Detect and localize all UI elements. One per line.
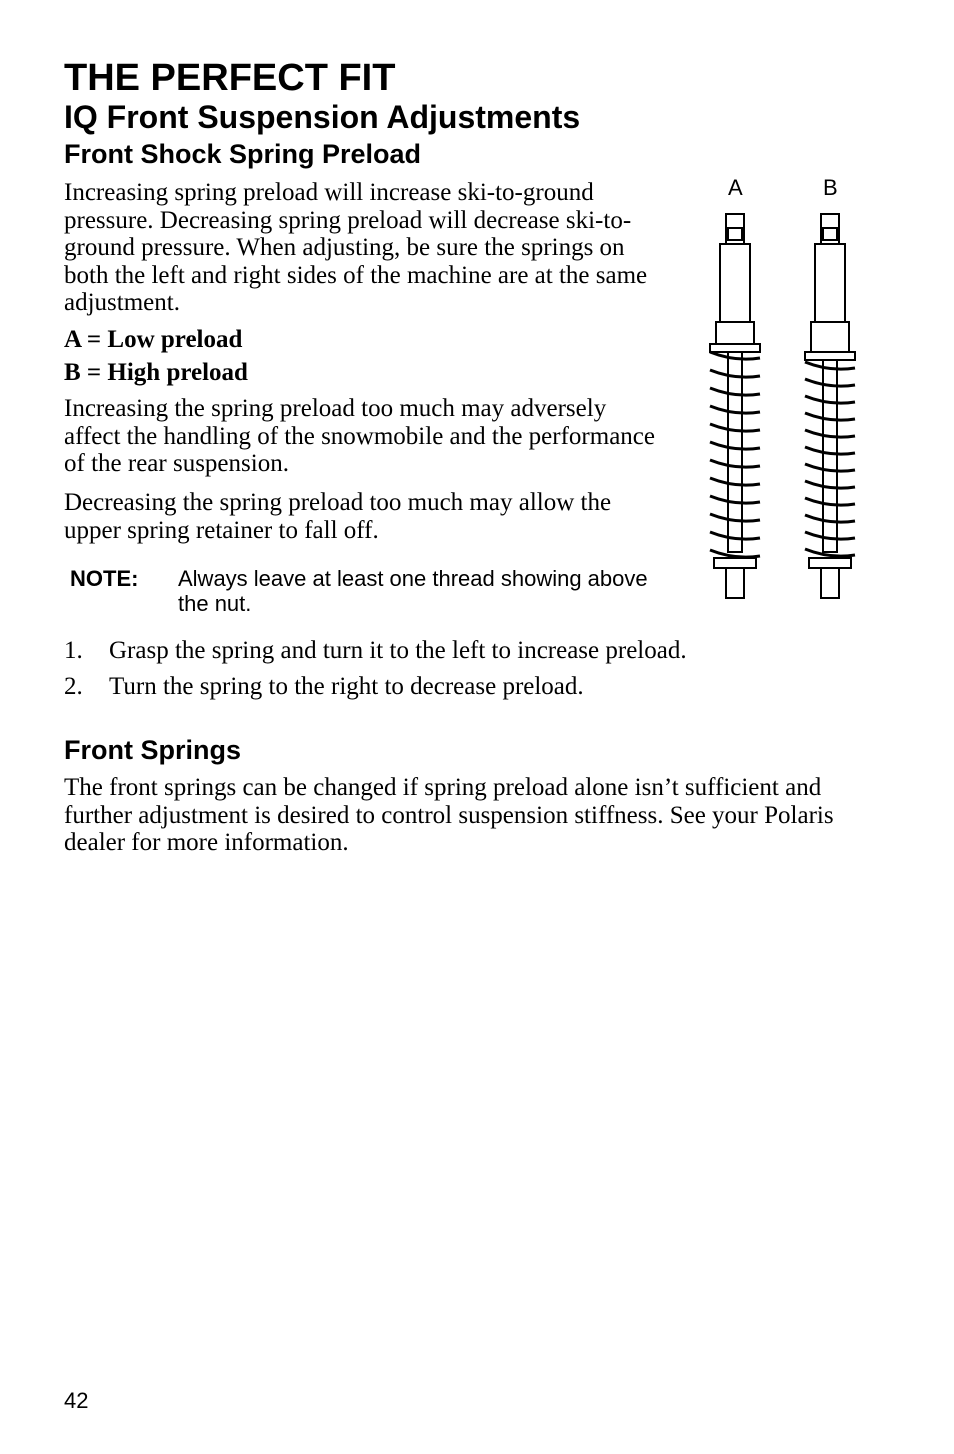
legend-high-preload: B = High preload <box>64 359 248 386</box>
shock-illustration <box>698 172 878 604</box>
page-title: THE PERFECT FIT <box>64 57 396 99</box>
note-label: NOTE: <box>70 566 139 591</box>
legend-low-preload: A = Low preload <box>64 326 243 353</box>
figure-label-a: A <box>728 175 743 200</box>
intro-paragraph: Increasing spring preload will increase ski-to-ground pressure. Decreasing spring preload will decrease ski-to-ground pressure. When adjusting, be sure the springs on both the left and right sides of the machine are at the same adjustment. <box>64 179 648 317</box>
note-text: Always leave at least one thread showing above the nut. <box>178 566 648 616</box>
retainer-warning-paragraph: Decreasing the spring preload too much may allow the upper spring retainer to fall off. <box>64 489 612 544</box>
step-text: Grasp the spring and turn it to the left to increase preload. <box>109 637 687 664</box>
shock-a-illustration <box>710 214 760 598</box>
step-text: Turn the spring to the right to decrease preload. <box>109 673 584 700</box>
step-number: 1. <box>64 637 83 664</box>
section-title: IQ Front Suspension Adjustments <box>64 99 581 135</box>
subsection-title-front-springs: Front Springs <box>64 735 241 765</box>
figure-label-b: B <box>823 175 838 200</box>
front-springs-paragraph: The front springs can be changed if spring preload alone isn’t sufficient and further adjustment is desired to control suspension stiffness. See your Polaris dealer for more information. <box>64 774 834 857</box>
preload-warning-paragraph: Increasing the spring preload too much may adversely affect the handling of the snowmobile and the performance of the rear suspension. <box>64 395 655 478</box>
page-number: 42 <box>64 1388 89 1413</box>
shock-preload-figure <box>698 172 878 604</box>
subsection-title-preload: Front Shock Spring Preload <box>64 139 422 169</box>
step-number: 2. <box>64 673 83 700</box>
shock-b-illustration <box>805 214 855 598</box>
